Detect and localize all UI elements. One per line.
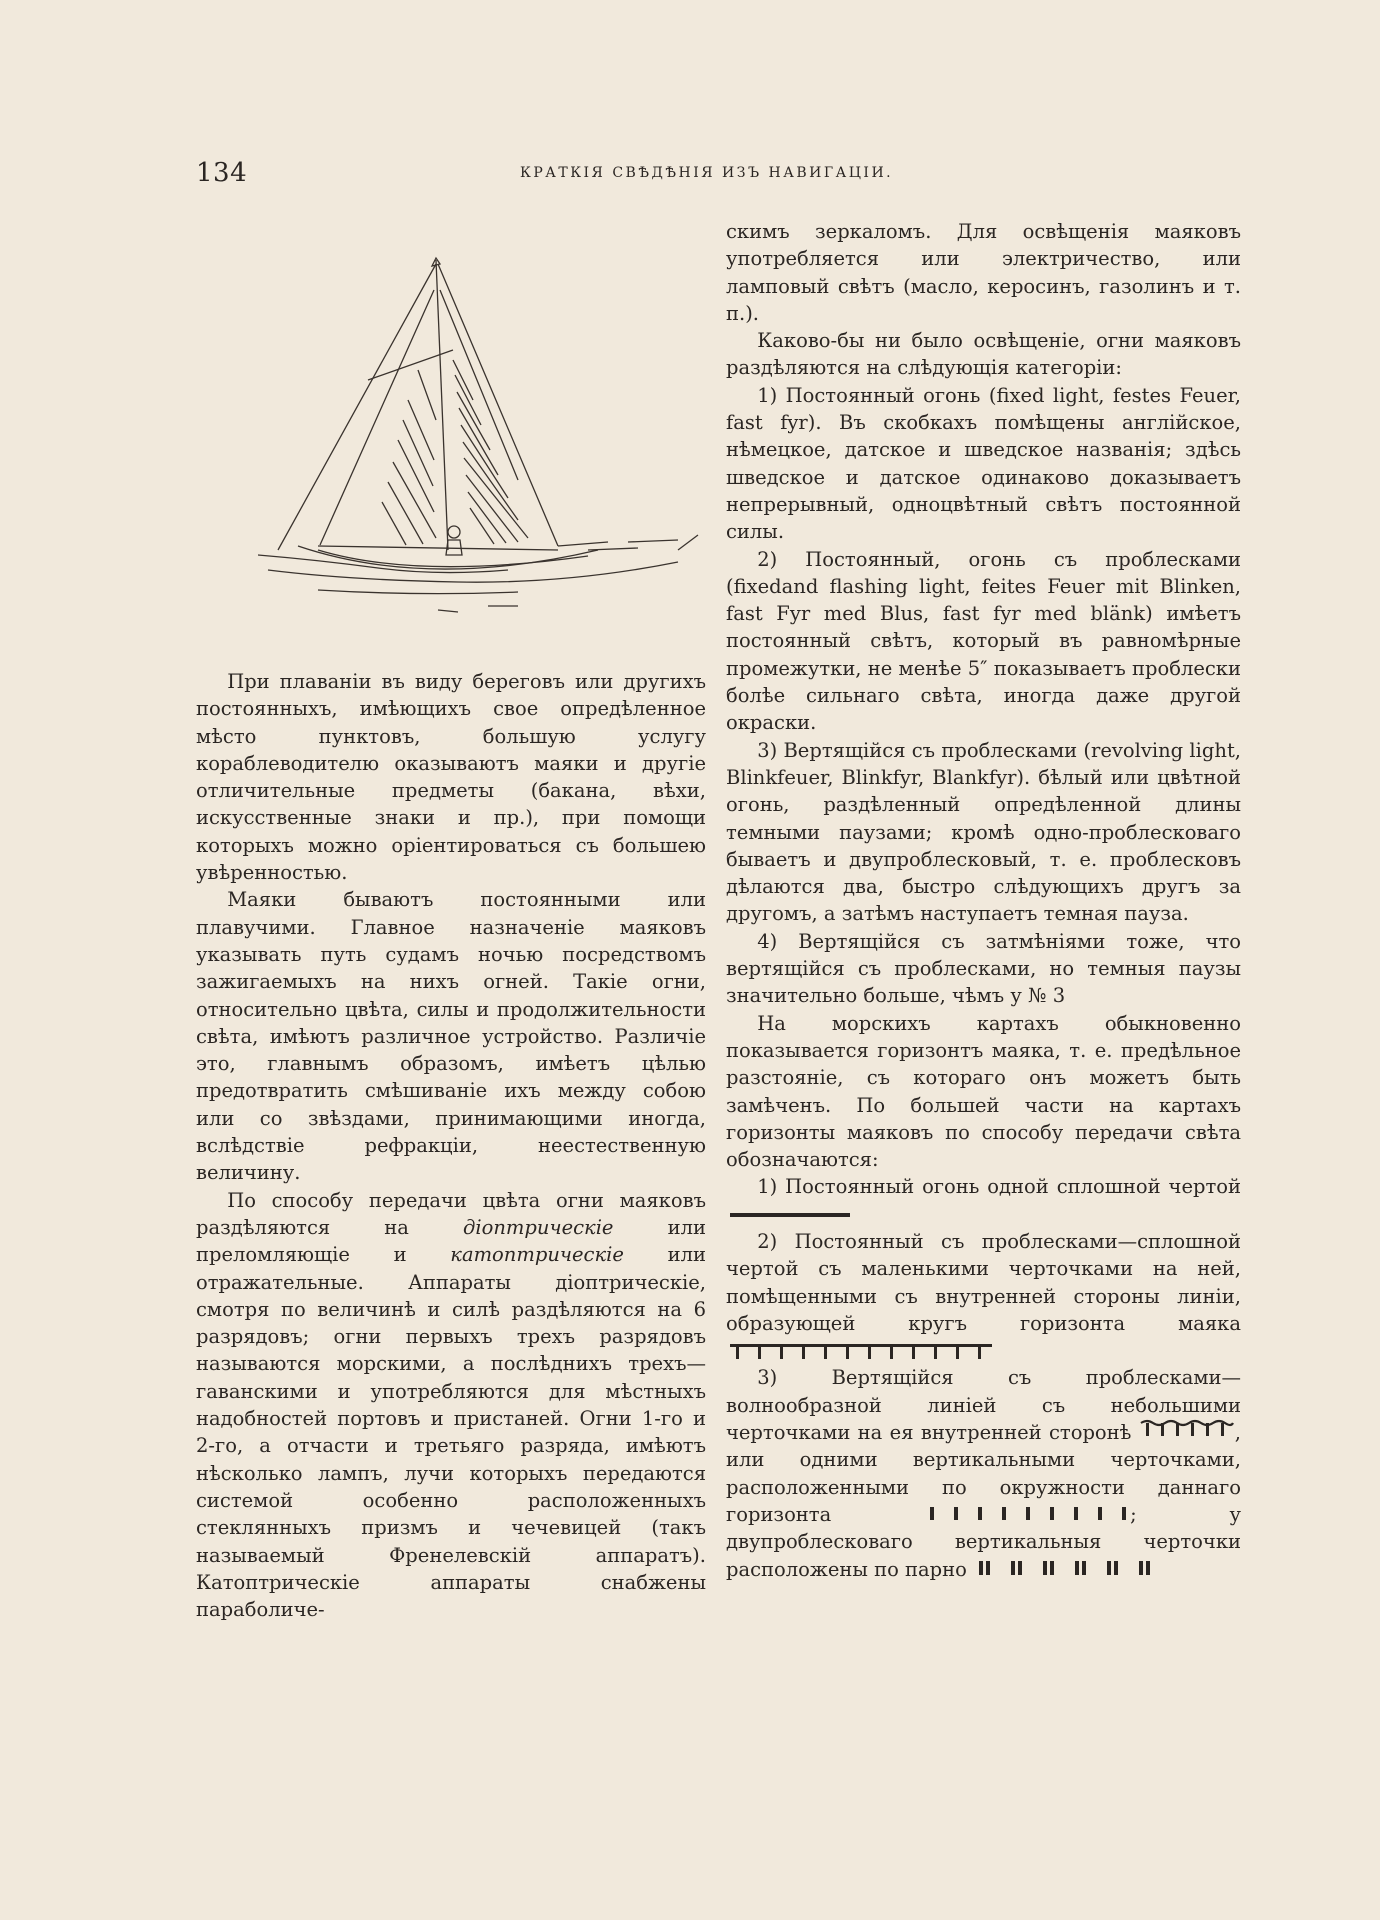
line-with-ticks-symbol (726, 1342, 996, 1362)
left-column (196, 668, 706, 1623)
list-item-revolving: 3) Вертящійся съ проблесками (revolving light, Blinkfeuer, Blinkfyr, Blankfyr). бѣлый или цвѣтной огонь, раздѣленный опредѣленной длины темными паузами; кромѣ одно-проблесковаго бываетъ и двупроблесковый, т. е. проблесковъ дѣлаются два, быстро слѣдующихъ другъ за другомъ, а затѣмъ наступаетъ темная пауза. (726, 738, 1241, 926)
term-catoptric: катоптрическіе (450, 1243, 624, 1267)
list-item-fixed-light: 1) Постоянный огонь (fixed light, festes Feuer, fast fyr). Въ скобкахъ помѣщены англійское, нѣмецкое, датское и шведское названія; здѣсь шведское и датское одинаково доказываетъ непрерывный, одноцвѣтный свѣтъ постоянной силы. (726, 383, 1241, 544)
paragraph-continuation: скимъ зеркаломъ. Для освѣщенія маяковъ употребляется или электричество, или ламповый свѣтъ (масло, керосинъ, газолинъ и т. п.). (726, 220, 1241, 325)
paragraph-categories-intro: Каково-бы ни было освѣщеніе, огни маяковъ раздѣляются на слѣдующія категоріи: (726, 329, 1241, 380)
paragraph-coastal-navigation: При плаваніи въ виду береговъ или другихъ постоянныхъ, имѣющихъ свое опредѣленное мѣсто пунктовъ, большую услугу кораблеводителю оказываютъ маяки и другіе отличительные предметы (бакана, вѣхи, искусственные знаки и пр.), при помощи которыхъ можно оріентироваться съ большею увѣренностью. (196, 670, 706, 885)
vertical-ticks-symbol (924, 1503, 1130, 1521)
chart-mark-fixed-flashing: 2) Постоянный съ проблесками—сплошной чертой съ маленькими черточками на ней, помѣщенными съ внутренней стороны линіи, образующей кругъ горизонта маяка (726, 1228, 1241, 1364)
right-column (726, 218, 1241, 1583)
solid-line-symbol (726, 1210, 854, 1220)
paragraph-lighthouses: Маяки бываютъ постоянными или плавучими. Главное назначеніе маяковъ указывать путь судамъ ночью посредствомъ зажигаемыхъ на нихъ огней. Такіе огни, относительно цвѣта, силы и продолжительности свѣта, имѣютъ различное устройство. Различіе это, главнымъ образомъ, имѣетъ цѣлью предотвратить смѣшиваніе ихъ между собою или со звѣздами, принимающими иногда, вслѣдствіе рефракціи, неестественную величину. (196, 888, 706, 1185)
sailboat-illustration (258, 250, 720, 640)
chart-mark-fixed: 1) Постоянный огонь одной сплошной чертой (726, 1173, 1241, 1228)
paragraph-charts: На морскихъ картахъ обыкновенно показывается горизонтъ маяка, т. е. предѣльное разстояніе, съ котораго онъ можетъ быть замѣченъ. По большей части на картахъ горизонты маяковъ по способу передачи свѣта обозначаются: (726, 1011, 1241, 1172)
chart-mark-revolving: 3) Вертящійся съ проблесками—волнообразной линіей съ небольшими черточками на ея внутренней сторонѣ , или одними вертикальными черточками, расположенными по окружности даннаго горизонта ; у двупроблесковаго вертикальныя черточки расположены по парно (726, 1366, 1241, 1581)
term-dioptric: діоптрическіе (463, 1215, 614, 1239)
wavy-line-ticks-symbol (1139, 1419, 1235, 1439)
page-number: 134 (196, 158, 248, 188)
list-item-fixed-flashing: 2) Постоянный, огонь съ проблесками (fixedand flashing light, feites Feuer mit Blinken, fast Fyr med Blus, fast fyr med blänk) имѣетъ постоянный свѣтъ, который въ равномѣрные промежутки, не менѣе 5″ показываетъ проблески болѣе сильнаго свѣта, иногда даже другой окраски. (726, 547, 1241, 735)
running-title: КРАТКІЯ СВѢДѢНІЯ ИЗЪ НАВИГАЦІИ. (520, 165, 894, 181)
paragraph-light-types: По способу передачи цвѣта огни маяковъ раздѣляются на діоптрическіе или преломляющіе и катоптрическіе или отражательные. Аппараты діоптрическіе, смотря по величинѣ и силѣ раздѣляются на 6 разрядовъ; огни первыхъ трехъ разрядовъ называются морскими, а послѣднихъ трехъ—гаванскими и употребляются для мѣстныхъ надобностей портовъ и пристаней. Огни 1-го и 2-го, а отчасти и третьяго разряда, имѣютъ нѣсколько лампъ, лучи которыхъ передаются системой особенно расположенныхъ стеклянныхъ призмъ и чечевицей (такъ называемый Френелевскій аппаратъ). Катоптрическіе аппараты снабжены параболиче- (196, 1188, 706, 1622)
list-item-eclipses: 4) Вертящійся съ затмѣніями тоже, что вертящійся съ проблесками, но темныя паузы значительно больше, чѣмъ у № 3 (726, 929, 1241, 1008)
paired-ticks-symbol (973, 1558, 1173, 1576)
